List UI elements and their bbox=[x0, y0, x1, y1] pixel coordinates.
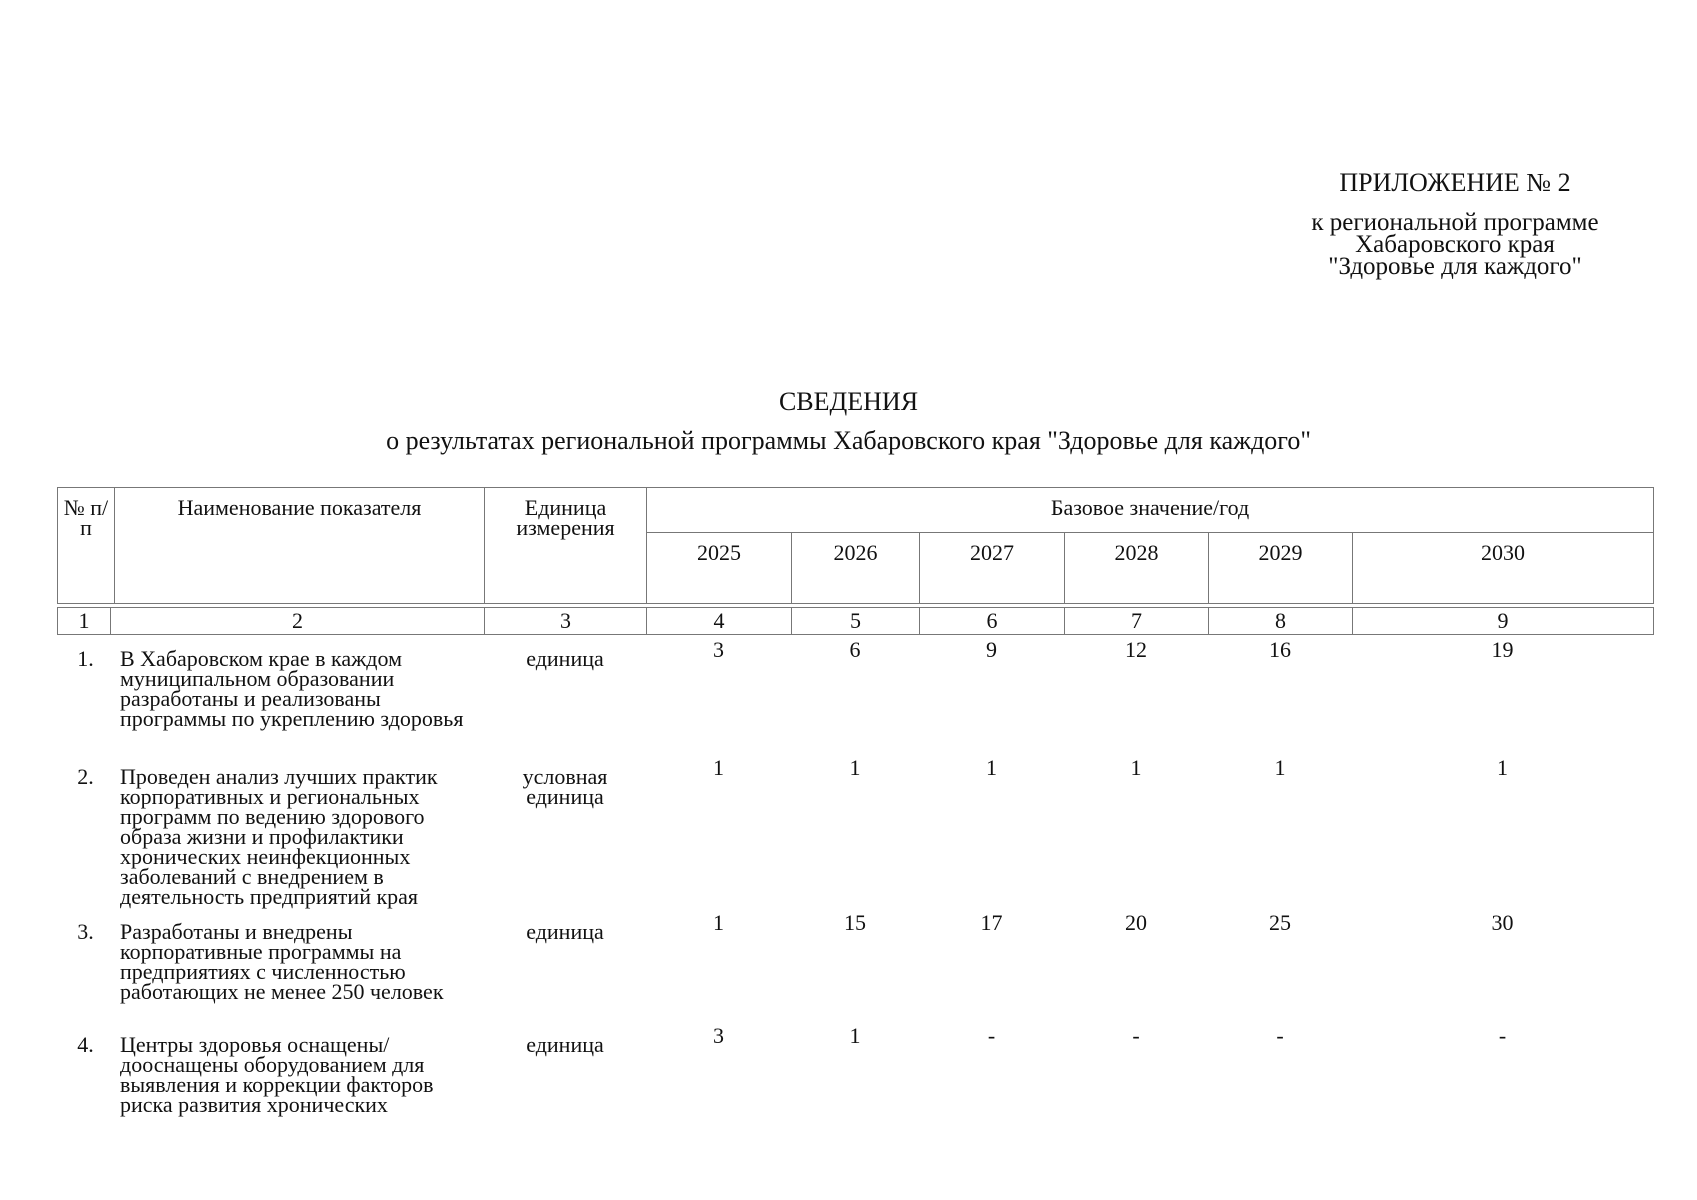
appendix-header bbox=[1265, 168, 1645, 278]
table-row bbox=[57, 1026, 1653, 1136]
value-cell: 30 bbox=[1491, 910, 1514, 935]
header-year: 2029 bbox=[1209, 533, 1353, 604]
value-cell: 3 bbox=[713, 1023, 724, 1048]
column-number-row bbox=[57, 607, 1654, 635]
header-year: 2027 bbox=[920, 533, 1065, 604]
column-number: 4 bbox=[647, 608, 792, 635]
header-name: Наименование показателя bbox=[115, 488, 485, 604]
appendix-subtitle bbox=[1265, 209, 1645, 280]
value-cell: 17 bbox=[980, 910, 1003, 935]
value-cell: - bbox=[1276, 1023, 1284, 1048]
table-row bbox=[57, 640, 1653, 758]
header-base-value: Базовое значение/год bbox=[647, 488, 1654, 533]
column-number: 9 bbox=[1353, 608, 1654, 635]
header-year: 2028 bbox=[1065, 533, 1209, 604]
unit-cell: единица bbox=[526, 919, 604, 944]
header-year: 2025 bbox=[647, 533, 792, 604]
appendix-line: "Здоровье для каждого" bbox=[1328, 253, 1582, 280]
value-cell: 15 bbox=[844, 910, 866, 935]
value-cell: 1 bbox=[713, 910, 724, 935]
document-title: СВЕДЕНИЯ bbox=[778, 387, 919, 416]
column-number: 3 bbox=[485, 608, 647, 635]
value-cell: - bbox=[987, 1023, 996, 1048]
unit-cell: условная единица bbox=[522, 764, 608, 809]
document-subtitle: о результатах региональной программы Хабаровского края "Здоровье для каждого" bbox=[386, 426, 1311, 455]
header-unit: Единица измерения bbox=[485, 488, 647, 604]
column-number: 8 bbox=[1209, 608, 1353, 635]
value-cell: - bbox=[1132, 1023, 1140, 1048]
unit-cell: единица bbox=[526, 646, 604, 671]
value-cell: 9 bbox=[986, 637, 997, 662]
row-number: 1. bbox=[77, 646, 94, 671]
indicator-name: В Хабаровском крае в каждом муниципальном образовании разработаны и реализованы программы по укреплению здоровья bbox=[120, 646, 464, 731]
value-cell: 19 bbox=[1491, 637, 1514, 662]
appendix-line: Хабаровского края bbox=[1355, 231, 1555, 258]
value-cell: 1 bbox=[1497, 755, 1508, 780]
row-number: 3. bbox=[77, 919, 94, 944]
value-cell: 3 bbox=[713, 637, 724, 662]
indicator-name: Центры здоровья оснащены/дооснащены оборудованием для выявления и коррекции факторов риска развития хронических bbox=[120, 1032, 434, 1117]
appendix-title: ПРИЛОЖЕНИЕ № 2 bbox=[1339, 168, 1571, 197]
header-year: 2030 bbox=[1353, 533, 1654, 604]
value-cell: 12 bbox=[1125, 637, 1147, 662]
column-number: 5 bbox=[792, 608, 920, 635]
row-number: 2. bbox=[77, 764, 94, 789]
indicator-name: Проведен анализ лучших практик корпоративных и региональных программ по ведению здорового образа жизни и профилактики хронических неинфекционных заболеваний с внедрением в деятельность предприятий края bbox=[120, 764, 438, 909]
indicators-table-body bbox=[57, 637, 1653, 1136]
appendix-line: к региональной программе bbox=[1311, 209, 1599, 236]
value-cell: - bbox=[1498, 1023, 1507, 1048]
indicator-name: Разработаны и внедрены корпоративные программы на предприятиях с численностью работающих не менее 250 человек bbox=[120, 919, 444, 1004]
value-cell: 1 bbox=[849, 755, 861, 780]
header-num: № п/п bbox=[58, 488, 115, 604]
value-cell: 20 bbox=[1125, 910, 1147, 935]
column-number: 1 bbox=[58, 608, 111, 635]
column-number: 6 bbox=[920, 608, 1065, 635]
value-cell: 16 bbox=[1269, 637, 1291, 662]
header-year: 2026 bbox=[792, 533, 920, 604]
value-cell: 1 bbox=[713, 755, 724, 780]
value-cell: 1 bbox=[849, 1023, 861, 1048]
value-cell: 1 bbox=[986, 755, 997, 780]
value-cell: 25 bbox=[1269, 910, 1291, 935]
table-header bbox=[57, 487, 1654, 604]
table-row bbox=[57, 913, 1653, 1026]
value-cell: 6 bbox=[849, 637, 861, 662]
column-number: 7 bbox=[1065, 608, 1209, 635]
column-number: 2 bbox=[111, 608, 485, 635]
row-number: 4. bbox=[77, 1032, 94, 1057]
table-row bbox=[57, 758, 1653, 913]
value-cell: 1 bbox=[1274, 755, 1286, 780]
value-cell: 1 bbox=[1130, 755, 1142, 780]
unit-cell: единица bbox=[526, 1032, 604, 1057]
